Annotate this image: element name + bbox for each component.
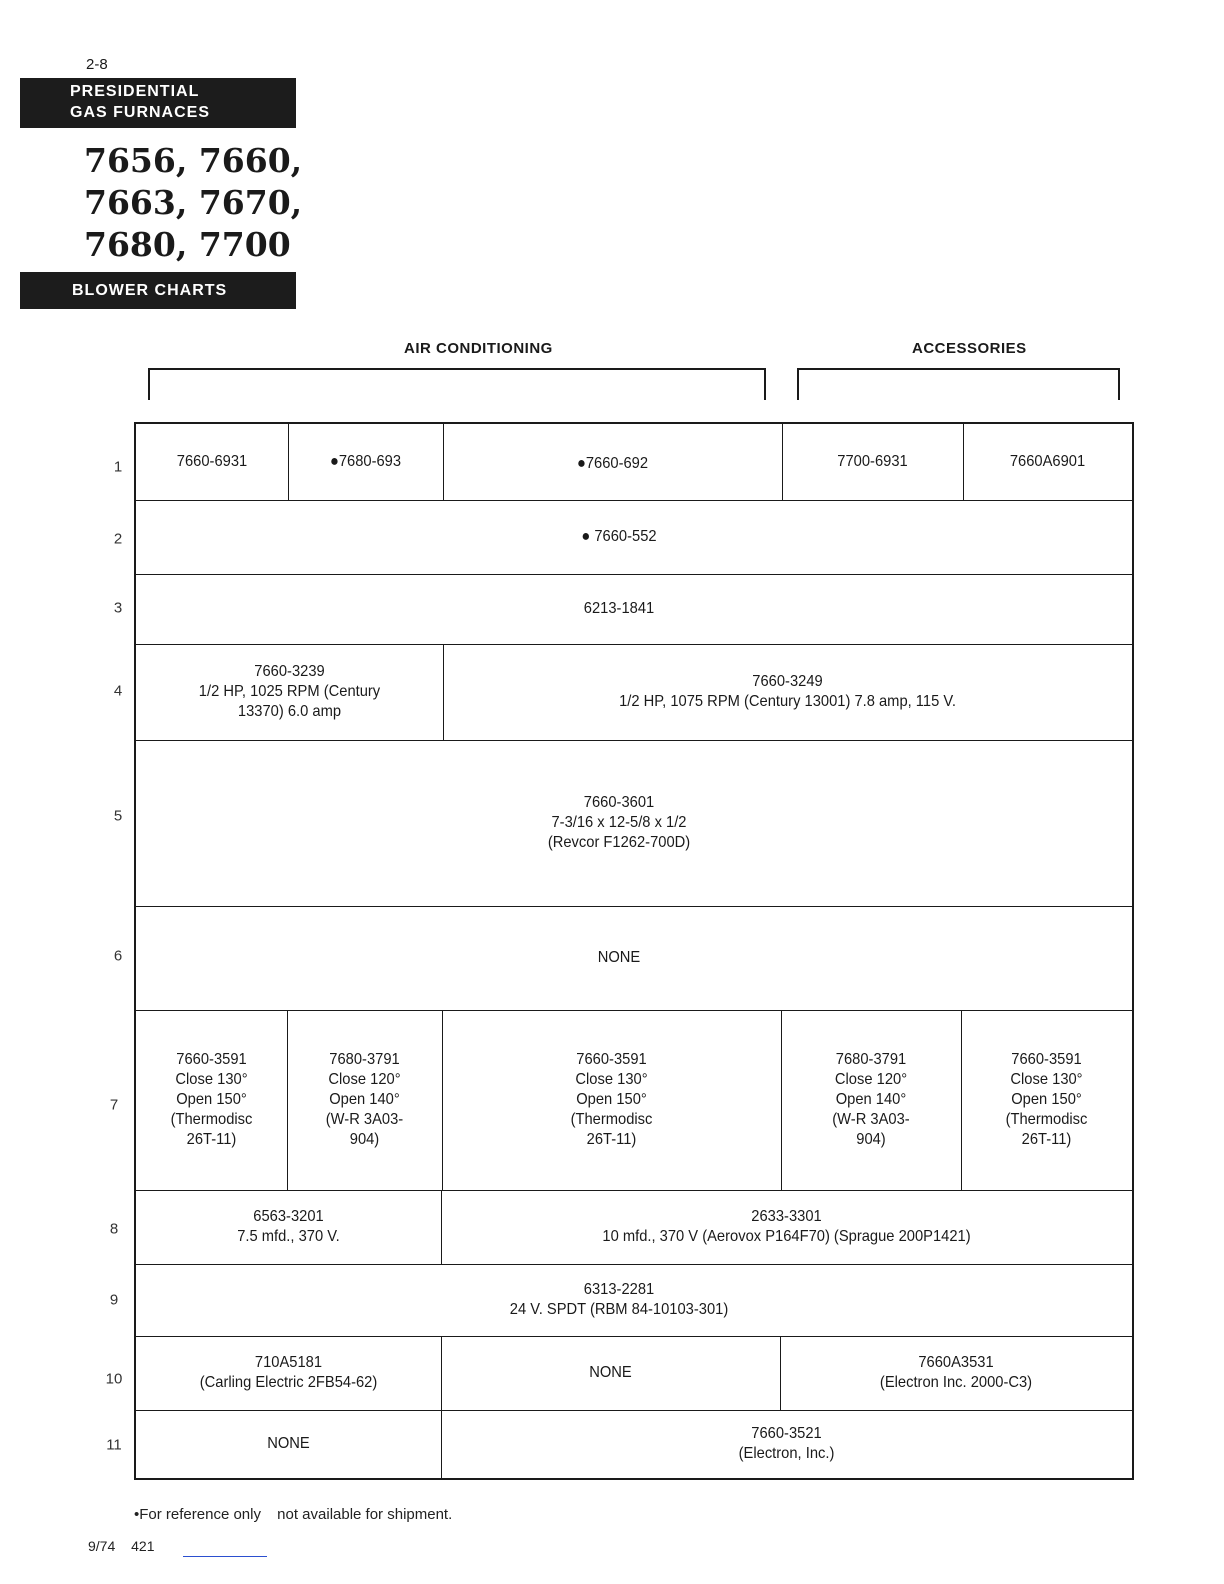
cell-text: NONE xyxy=(267,1435,310,1452)
cell-text: 7680-3791 xyxy=(835,1051,907,1068)
table-cell xyxy=(148,1410,429,1478)
product-banner xyxy=(20,78,296,128)
cell-text: 10 mfd., 370 V (Aerovox P164F70) (Sprague 200P1421) xyxy=(602,1228,971,1245)
section-banner: BLOWER CHARTS xyxy=(20,272,296,309)
form-code: 421 xyxy=(131,1538,155,1554)
cell-stack xyxy=(171,1050,253,1150)
table-cell xyxy=(175,740,1064,906)
table-cell xyxy=(175,574,1064,644)
table-cell xyxy=(469,1410,1105,1478)
cell-text: 7660-3591 xyxy=(576,1051,647,1068)
cell-text: 6563-3201 xyxy=(253,1208,324,1225)
cell-text: 7660-3601 xyxy=(583,794,655,811)
cell-text: 710A5181 xyxy=(254,1354,323,1371)
cell-text: 7660-3239 xyxy=(254,663,325,680)
col-divider xyxy=(782,424,783,500)
cell-stack xyxy=(602,1207,970,1247)
model-numbers xyxy=(84,140,302,266)
cell-text: (Revcor F1262-700D) xyxy=(547,834,691,851)
cell-stack xyxy=(832,1050,909,1150)
cell-text: 7660-6931 xyxy=(176,453,248,470)
row-number-1: 1 xyxy=(113,458,123,476)
col-divider xyxy=(963,424,964,500)
cell-text: 13370) 6.0 amp xyxy=(237,703,342,720)
table-cell xyxy=(148,1336,429,1410)
table-cell xyxy=(294,424,437,500)
table-cell xyxy=(968,1010,1125,1190)
col-divider xyxy=(288,424,289,500)
cell-text: Close 120° xyxy=(328,1071,401,1088)
cell-stack xyxy=(200,1353,378,1393)
cell-text: Close 130° xyxy=(575,1071,648,1088)
cell-stack xyxy=(237,1207,340,1247)
cell-text: 24 V. SPDT (RBM 84-10103-301) xyxy=(509,1301,729,1318)
print-date: 9/74 xyxy=(88,1538,116,1554)
cell-stack xyxy=(199,662,380,722)
cell-stack xyxy=(619,672,956,712)
cell-text: 7680-3791 xyxy=(329,1051,400,1068)
col-divider xyxy=(781,1010,782,1190)
col-divider xyxy=(780,1336,781,1410)
table-cell xyxy=(456,1010,768,1190)
row-number-7: 7 xyxy=(109,1096,119,1114)
cell-text: (Thermodisc xyxy=(170,1111,253,1128)
cell-text: 26T-11) xyxy=(186,1131,237,1148)
col-divider xyxy=(442,1010,443,1190)
cell-stack xyxy=(326,1050,403,1150)
bracket-accessories xyxy=(797,368,1120,400)
cell-text: 7660-3521 xyxy=(751,1425,822,1442)
footnote xyxy=(134,1506,452,1523)
row-number-8: 8 xyxy=(109,1220,119,1238)
cell-text: 6313-2281 xyxy=(583,1281,655,1298)
cell-text: 7660A3531 xyxy=(918,1354,994,1371)
cell-text: 1/2 HP, 1025 RPM (Century xyxy=(198,683,381,700)
footnote-part-1: •For reference only xyxy=(134,1506,261,1523)
row-number-6: 6 xyxy=(113,947,123,965)
cell-text: (Electron Inc. 2000-C3) xyxy=(879,1374,1033,1391)
cell-text: (W-R 3A03- xyxy=(325,1111,404,1128)
row-number-5: 5 xyxy=(113,807,123,825)
cell-text: 26T-11) xyxy=(586,1131,637,1148)
cell-text: 2633-3301 xyxy=(751,1208,822,1225)
cell-text: 1/2 HP, 1075 RPM (Century 13001) 7.8 amp, 115 V. xyxy=(619,693,956,710)
models-line-3: 7680, 7700 xyxy=(84,225,291,264)
cell-stack xyxy=(1006,1050,1088,1150)
cell-text: ● 7660-552 xyxy=(581,528,657,545)
table-cell xyxy=(455,1336,767,1410)
cell-text: NONE xyxy=(589,1364,632,1381)
cell-text: 7660-3591 xyxy=(176,1051,247,1068)
col-divider xyxy=(441,1190,442,1264)
table-cell xyxy=(293,1010,436,1190)
table-cell xyxy=(457,424,769,500)
table-cell xyxy=(148,1190,429,1264)
cell-stack xyxy=(571,1050,653,1150)
table-cell xyxy=(469,1190,1105,1264)
cell-text: 7.5 mfd., 370 V. xyxy=(237,1228,340,1245)
bracket-air-conditioning xyxy=(148,368,766,400)
cell-text: 7700-6931 xyxy=(837,453,908,470)
row-number-10: 10 xyxy=(105,1370,123,1388)
cell-text: 904) xyxy=(856,1131,886,1148)
cell-text: ●7680-693 xyxy=(329,453,402,470)
cell-text: 904) xyxy=(349,1131,380,1148)
table-cell xyxy=(142,1010,281,1190)
cell-stack xyxy=(739,1424,835,1464)
cell-text: Open 150° xyxy=(1011,1091,1082,1108)
cell-text: NONE xyxy=(597,949,641,966)
table-cell xyxy=(788,1010,954,1190)
cell-text: 7660-3249 xyxy=(752,673,823,690)
col-divider xyxy=(441,1336,442,1480)
cell-stack xyxy=(880,1353,1032,1393)
cell-text: (Thermodisc xyxy=(1005,1111,1088,1128)
banner-line-1: PRESIDENTIAL xyxy=(70,83,200,100)
cell-text: (Electron, Inc.) xyxy=(738,1445,835,1462)
cell-stack xyxy=(510,1280,728,1320)
cell-text: 6213-1841 xyxy=(583,600,655,617)
col-divider xyxy=(287,1010,288,1190)
cell-text: 7-3/16 x 12-5/8 x 1/2 xyxy=(551,814,687,831)
blower-parts-table xyxy=(134,422,1134,1480)
row-number-2: 2 xyxy=(113,530,123,548)
cell-text: Open 150° xyxy=(176,1091,247,1108)
table-cell xyxy=(142,424,282,500)
cell-text: Close 130° xyxy=(1010,1071,1083,1088)
cell-text: Open 150° xyxy=(576,1091,647,1108)
footnote-part-2: not available for shipment. xyxy=(277,1506,453,1523)
cell-text: Open 140° xyxy=(835,1091,907,1108)
table-cell xyxy=(175,906,1064,1010)
row-number-3: 3 xyxy=(113,599,123,617)
table-cell xyxy=(471,644,1105,740)
cell-stack xyxy=(548,793,690,853)
cell-text: 7660A6901 xyxy=(1009,453,1086,470)
table-cell xyxy=(794,1336,1118,1410)
models-line-2: 7663, 7670, xyxy=(84,183,303,222)
table-cell xyxy=(970,424,1125,500)
row-number-4: 4 xyxy=(113,682,123,700)
row-number-9: 9 xyxy=(109,1291,119,1309)
models-line-1: 7656, 7660, xyxy=(84,141,303,180)
cell-text: Close 120° xyxy=(834,1071,908,1088)
cell-text: 26T-11) xyxy=(1021,1131,1072,1148)
cell-text: (Carling Electric 2FB54-62) xyxy=(199,1374,378,1391)
table-cell xyxy=(148,644,430,740)
row-number-11: 11 xyxy=(106,1436,122,1454)
group-label-air-conditioning: AIR CONDITIONING xyxy=(404,340,553,357)
table-cell xyxy=(175,1264,1064,1336)
page-number: 2-8 xyxy=(86,56,108,73)
group-label-accessories: ACCESSORIES xyxy=(912,340,1027,357)
cell-text: ●7660-692 xyxy=(576,455,649,472)
cell-text: (Thermodisc xyxy=(570,1111,653,1128)
date-code-line xyxy=(88,1538,155,1554)
col-divider xyxy=(443,424,444,500)
cell-text: Close 130° xyxy=(175,1071,248,1088)
footer-rule xyxy=(183,1556,267,1557)
col-divider xyxy=(961,1010,962,1190)
table-cell xyxy=(789,424,956,500)
banner-line-2: GAS FURNACES xyxy=(70,104,211,121)
table-cell xyxy=(175,500,1064,574)
cell-text: Open 140° xyxy=(329,1091,400,1108)
col-divider xyxy=(443,644,444,740)
cell-text: 7660-3591 xyxy=(1011,1051,1082,1068)
cell-text: (W-R 3A03- xyxy=(832,1111,910,1128)
